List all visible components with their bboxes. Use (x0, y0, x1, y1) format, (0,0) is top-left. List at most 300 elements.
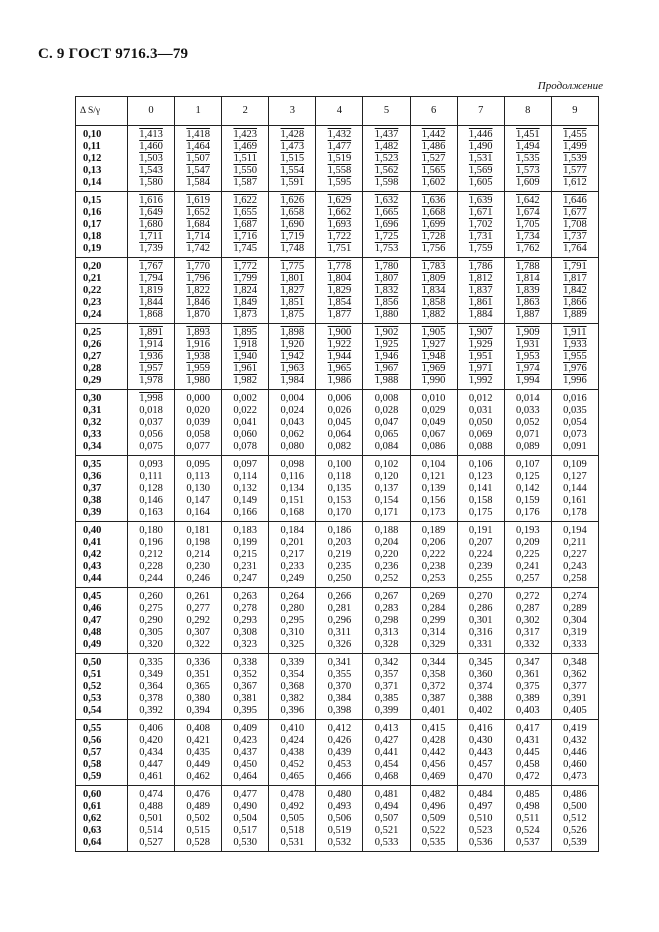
cell-value: 0,372 (421, 681, 446, 692)
cell-value: 0,277 (186, 603, 210, 614)
cell-value: 1,834 (421, 285, 446, 296)
cell-value: 1,674 (515, 207, 540, 218)
table-row-group (76, 456, 599, 522)
cell-value: 0,387 (421, 693, 446, 704)
cell-value: 0,362 (563, 669, 587, 680)
cell-value: 0,244 (139, 573, 163, 584)
cell-value: 0,474 (139, 789, 163, 800)
cell-value: 0,125 (515, 471, 540, 482)
table-cell (457, 126, 504, 192)
cell-value: 1,948 (421, 351, 446, 362)
cell-value: 1,652 (186, 207, 210, 218)
cell-value: 0,012 (468, 393, 493, 404)
row-label: 0,43 (83, 561, 102, 572)
cell-value: 1,980 (186, 375, 210, 386)
column-header: 1 (175, 97, 222, 126)
row-label: 0,44 (83, 573, 102, 584)
cell-value: 1,911 (563, 327, 587, 338)
row-label: 0,55 (83, 723, 102, 734)
cell-value: 1,863 (515, 297, 540, 308)
table-row-group (76, 654, 599, 720)
table-cell (363, 786, 410, 852)
column-header: 2 (222, 97, 269, 126)
cell-value: 1,719 (280, 231, 305, 242)
cell-value: 0,484 (468, 789, 493, 800)
cell-value: 1,642 (515, 195, 540, 206)
cell-value: 0,228 (139, 561, 163, 572)
table-cell (410, 522, 457, 588)
table-cell (128, 522, 175, 588)
cell-value: 0,355 (327, 669, 352, 680)
row-label: 0,50 (83, 657, 102, 668)
cell-value: 0,206 (421, 537, 446, 548)
table-cell (551, 654, 598, 720)
table-cell (316, 588, 363, 654)
cell-value: 0,336 (186, 657, 210, 668)
cell-value: 1,880 (374, 309, 399, 320)
cell-value: 0,109 (563, 459, 587, 470)
cell-value: 1,499 (563, 141, 587, 152)
cell-value: 0,438 (280, 747, 305, 758)
cell-value: 1,799 (233, 273, 258, 284)
row-label: 0,19 (83, 243, 102, 254)
cell-value: 0,062 (280, 429, 305, 440)
cell-value: 0,317 (515, 627, 540, 638)
cell-value: 0,287 (515, 603, 540, 614)
cell-value: 0,470 (468, 771, 493, 782)
table-cell (363, 258, 410, 324)
row-label: 0,12 (83, 153, 102, 164)
table-cell (316, 522, 363, 588)
cell-value: 0,295 (280, 615, 305, 626)
cell-value: 0,224 (468, 549, 493, 560)
cell-value: 0,225 (515, 549, 540, 560)
row-label: 0,16 (83, 207, 102, 218)
cell-value: 0,301 (468, 615, 493, 626)
cell-value: 0,536 (468, 837, 493, 848)
table-row-group (76, 258, 599, 324)
cell-value: 0,419 (563, 723, 587, 734)
table-cell (363, 324, 410, 390)
corner-header: Δ S/γ (76, 97, 128, 126)
cell-value: 1,655 (233, 207, 258, 218)
cell-value: 0,134 (280, 483, 305, 494)
cell-value: 1,671 (468, 207, 493, 218)
cell-value: 0,215 (233, 549, 258, 560)
row-label: 0,57 (83, 747, 102, 758)
cell-value: 1,959 (186, 363, 210, 374)
cell-value: 1,851 (280, 297, 305, 308)
cell-value: 1,748 (280, 243, 305, 254)
cell-value: 0,532 (327, 837, 352, 848)
cell-value: 1,759 (468, 243, 493, 254)
cell-value: 0,370 (327, 681, 352, 692)
cell-value: 1,927 (421, 339, 446, 350)
cell-value: 1,992 (468, 375, 493, 386)
cell-value: 0,041 (233, 417, 258, 428)
table-cell (269, 786, 316, 852)
cell-value: 0,111 (139, 471, 163, 482)
cell-value: 0,123 (468, 471, 493, 482)
cell-value: 1,783 (421, 261, 446, 272)
cell-value: 1,990 (421, 375, 446, 386)
cell-value: 1,931 (515, 339, 540, 350)
row-label: 0,48 (83, 627, 102, 638)
cell-value: 0,398 (327, 705, 352, 716)
cell-value: 1,751 (327, 243, 352, 254)
cell-value: 0,238 (421, 561, 446, 572)
cell-value: 0,091 (563, 441, 587, 452)
cell-value: 1,428 (280, 129, 305, 140)
cell-value: 1,778 (327, 261, 352, 272)
cell-value: 1,418 (186, 129, 210, 140)
table-row-group (76, 192, 599, 258)
table-cell (175, 192, 222, 258)
cell-value: 0,535 (421, 837, 446, 848)
table-cell (457, 786, 504, 852)
cell-value: 0,296 (327, 615, 352, 626)
cell-value: 0,381 (233, 693, 258, 704)
cell-value: 1,569 (468, 165, 493, 176)
row-label: 0,32 (83, 417, 102, 428)
cell-value: 0,531 (280, 837, 305, 848)
cell-value: 0,267 (374, 591, 399, 602)
cell-value: 1,584 (186, 177, 210, 188)
cell-value: 1,423 (233, 129, 258, 140)
cell-value: 0,506 (327, 813, 352, 824)
cell-value: 1,961 (233, 363, 258, 374)
cell-value: 1,716 (233, 231, 258, 242)
cell-value: 1,814 (515, 273, 540, 284)
cell-value: 0,241 (515, 561, 540, 572)
cell-value: 1,535 (515, 153, 540, 164)
cell-value: 1,900 (327, 327, 352, 338)
cell-value: 0,127 (563, 471, 587, 482)
row-label: 0,31 (83, 405, 102, 416)
page-title: С. 9 ГОСТ 9716.3—79 (38, 46, 189, 62)
cell-value: 0,351 (186, 669, 210, 680)
cell-value: 0,106 (468, 459, 493, 470)
cell-value: 0,035 (563, 405, 587, 416)
row-labels (76, 588, 128, 654)
cell-value: 1,629 (327, 195, 352, 206)
cell-value: 1,791 (563, 261, 587, 272)
table-cell (363, 390, 410, 456)
cell-value: 1,861 (468, 297, 493, 308)
table-cell (551, 324, 598, 390)
cell-value: 1,893 (186, 327, 210, 338)
cell-value: 1,922 (327, 339, 352, 350)
cell-value: 1,963 (280, 363, 305, 374)
cell-value: 0,360 (468, 669, 493, 680)
row-labels (76, 456, 128, 522)
cell-value: 0,233 (280, 561, 305, 572)
cell-value: 0,004 (280, 393, 305, 404)
table-cell (175, 522, 222, 588)
cell-value: 0,432 (563, 735, 587, 746)
cell-value: 1,612 (563, 177, 587, 188)
cell-value: 0,064 (327, 429, 352, 440)
cell-value: 0,357 (374, 669, 399, 680)
cell-value: 0,510 (468, 813, 493, 824)
table-cell (363, 192, 410, 258)
cell-value: 1,558 (327, 165, 352, 176)
cell-value: 1,786 (468, 261, 493, 272)
cell-value: 0,482 (421, 789, 446, 800)
table-cell (551, 522, 598, 588)
cell-value: 0,033 (515, 405, 540, 416)
cell-value: 0,052 (515, 417, 540, 428)
table-cell (316, 456, 363, 522)
cell-value: 1,577 (563, 165, 587, 176)
cell-value: 0,196 (139, 537, 163, 548)
cell-value: 0,466 (327, 771, 352, 782)
table-cell (457, 192, 504, 258)
cell-value: 0,320 (139, 639, 163, 650)
cell-value: 0,345 (468, 657, 493, 668)
cell-value: 0,257 (515, 573, 540, 584)
cell-value: 0,163 (139, 507, 163, 518)
cell-value: 1,819 (139, 285, 163, 296)
row-labels (76, 258, 128, 324)
table-cell (504, 588, 551, 654)
cell-value: 0,118 (327, 471, 352, 482)
cell-value: 0,158 (468, 495, 493, 506)
cell-value: 0,505 (280, 813, 305, 824)
cell-value: 0,492 (280, 801, 305, 812)
cell-value: 1,464 (186, 141, 210, 152)
cell-value: 1,690 (280, 219, 305, 230)
cell-value: 1,684 (186, 219, 210, 230)
cell-value: 0,008 (374, 393, 399, 404)
cell-value: 0,249 (280, 573, 305, 584)
cell-value: 0,039 (186, 417, 210, 428)
cell-value: 0,153 (327, 495, 352, 506)
cell-value: 1,909 (515, 327, 540, 338)
row-label: 0,14 (83, 177, 102, 188)
cell-value: 0,272 (515, 591, 540, 602)
cell-value: 0,269 (421, 591, 446, 602)
cell-value: 1,794 (139, 273, 163, 284)
cell-value: 0,255 (468, 573, 493, 584)
table-cell (128, 324, 175, 390)
cell-value: 0,358 (421, 669, 446, 680)
cell-value: 0,151 (280, 495, 305, 506)
column-header: 6 (410, 97, 457, 126)
cell-value: 1,804 (327, 273, 352, 284)
cell-value: 1,875 (280, 309, 305, 320)
row-labels (76, 126, 128, 192)
row-label: 0,21 (83, 273, 102, 284)
cell-value: 0,307 (186, 627, 210, 638)
cell-value: 0,214 (186, 549, 210, 560)
table-cell (316, 192, 363, 258)
cell-value: 0,450 (233, 759, 258, 770)
cell-value: 0,299 (421, 615, 446, 626)
cell-value: 0,435 (186, 747, 210, 758)
cell-value: 0,037 (139, 417, 163, 428)
cell-value: 0,462 (186, 771, 210, 782)
cell-value: 1,873 (233, 309, 258, 320)
cell-value: 0,437 (233, 747, 258, 758)
cell-value: 1,916 (186, 339, 210, 350)
cell-value: 0,089 (515, 441, 540, 452)
cell-value: 0,332 (515, 639, 540, 650)
cell-value: 1,728 (421, 231, 446, 242)
table-cell (222, 588, 269, 654)
table-cell (175, 654, 222, 720)
cell-value: 1,944 (327, 351, 352, 362)
table-cell (551, 588, 598, 654)
row-label: 0,49 (83, 639, 102, 650)
cell-value: 1,925 (374, 339, 399, 350)
cell-value: 1,902 (374, 327, 399, 338)
cell-value: 1,722 (327, 231, 352, 242)
cell-value: 0,050 (468, 417, 493, 428)
table-cell (551, 192, 598, 258)
cell-value: 0,477 (233, 789, 258, 800)
table-cell (128, 786, 175, 852)
table-cell (457, 324, 504, 390)
cell-value: 0,454 (374, 759, 399, 770)
cell-value: 0,391 (563, 693, 587, 704)
cell-value: 0,260 (139, 591, 163, 602)
table-cell (504, 654, 551, 720)
table-cell (128, 126, 175, 192)
cell-value: 0,164 (186, 507, 210, 518)
cell-value: 1,946 (374, 351, 399, 362)
values-table (75, 96, 599, 852)
cell-value: 0,527 (139, 837, 163, 848)
cell-value: 1,680 (139, 219, 163, 230)
cell-value: 0,253 (421, 573, 446, 584)
cell-value: 0,522 (421, 825, 446, 836)
table-cell (504, 522, 551, 588)
cell-value: 1,737 (563, 231, 587, 242)
cell-value: 1,812 (468, 273, 493, 284)
table-cell (128, 192, 175, 258)
cell-value: 0,250 (327, 573, 352, 584)
cell-value: 0,130 (186, 483, 210, 494)
cell-value: 0,465 (280, 771, 305, 782)
cell-value: 0,247 (233, 573, 258, 584)
cell-value: 1,942 (280, 351, 305, 362)
cell-value: 1,486 (421, 141, 446, 152)
cell-value: 1,507 (186, 153, 210, 164)
cell-value: 0,421 (186, 735, 210, 746)
cell-value: 0,399 (374, 705, 399, 716)
table-cell (551, 126, 598, 192)
cell-value: 1,677 (563, 207, 587, 218)
cell-value: 1,591 (280, 177, 305, 188)
cell-value: 0,331 (468, 639, 493, 650)
table-cell (504, 456, 551, 522)
cell-value: 0,486 (563, 789, 587, 800)
cell-value: 1,940 (233, 351, 258, 362)
cell-value: 0,493 (327, 801, 352, 812)
cell-value: 1,842 (563, 285, 587, 296)
cell-value: 0,147 (186, 495, 210, 506)
cell-value: 0,022 (233, 405, 258, 416)
cell-value: 0,368 (280, 681, 305, 692)
cell-value: 0,231 (233, 561, 258, 572)
cell-value: 0,283 (374, 603, 399, 614)
row-label: 0,24 (83, 309, 102, 320)
cell-value: 0,509 (421, 813, 446, 824)
cell-value: 0,338 (233, 657, 258, 668)
cell-value: 0,246 (186, 573, 210, 584)
cell-value: 0,403 (515, 705, 540, 716)
row-label: 0,56 (83, 735, 102, 746)
cell-value: 0,098 (280, 459, 305, 470)
cell-value: 1,978 (139, 375, 163, 386)
cell-value: 0,281 (327, 603, 352, 614)
table-cell (363, 588, 410, 654)
cell-value: 0,364 (139, 681, 163, 692)
cell-value: 0,519 (327, 825, 352, 836)
row-label: 0,59 (83, 771, 102, 782)
table-cell (410, 654, 457, 720)
cell-value: 0,071 (515, 429, 540, 440)
cell-value: 1,527 (421, 153, 446, 164)
cell-value: 1,482 (374, 141, 399, 152)
cell-value: 0,128 (139, 483, 163, 494)
cell-value: 1,477 (327, 141, 352, 152)
cell-value: 0,395 (233, 705, 258, 716)
row-label: 0,13 (83, 165, 102, 176)
cell-value: 1,829 (327, 285, 352, 296)
cell-value: 0,168 (280, 507, 305, 518)
table-cell (504, 324, 551, 390)
row-label: 0,10 (83, 129, 102, 140)
cell-value: 1,632 (374, 195, 399, 206)
cell-value: 0,220 (374, 549, 399, 560)
cell-value: 1,745 (233, 243, 258, 254)
table-header-row (76, 97, 599, 126)
cell-value: 1,998 (139, 393, 163, 404)
cell-value: 1,543 (139, 165, 163, 176)
cell-value: 1,889 (563, 309, 587, 320)
cell-value: 0,191 (468, 525, 493, 536)
cell-value: 0,058 (186, 429, 210, 440)
table-cell (410, 192, 457, 258)
cell-value: 1,432 (327, 129, 352, 140)
cell-value: 0,457 (468, 759, 493, 770)
cell-value: 0,266 (327, 591, 352, 602)
table-cell (316, 720, 363, 786)
cell-value: 1,809 (421, 273, 446, 284)
cell-value: 1,699 (421, 219, 446, 230)
cell-value: 0,375 (515, 681, 540, 692)
column-header: 9 (551, 97, 598, 126)
cell-value: 1,469 (233, 141, 258, 152)
row-label: 0,37 (83, 483, 102, 494)
table-cell (457, 654, 504, 720)
cell-value: 1,868 (139, 309, 163, 320)
row-label: 0,38 (83, 495, 102, 506)
cell-value: 1,772 (233, 261, 258, 272)
cell-value: 0,217 (280, 549, 305, 560)
cell-value: 0,183 (233, 525, 258, 536)
cell-value: 0,184 (280, 525, 305, 536)
cell-value: 0,497 (468, 801, 493, 812)
table-cell (269, 588, 316, 654)
cell-value: 1,827 (280, 285, 305, 296)
table-cell (457, 456, 504, 522)
row-label: 0,26 (83, 339, 102, 350)
row-label: 0,58 (83, 759, 102, 770)
row-labels (76, 192, 128, 258)
